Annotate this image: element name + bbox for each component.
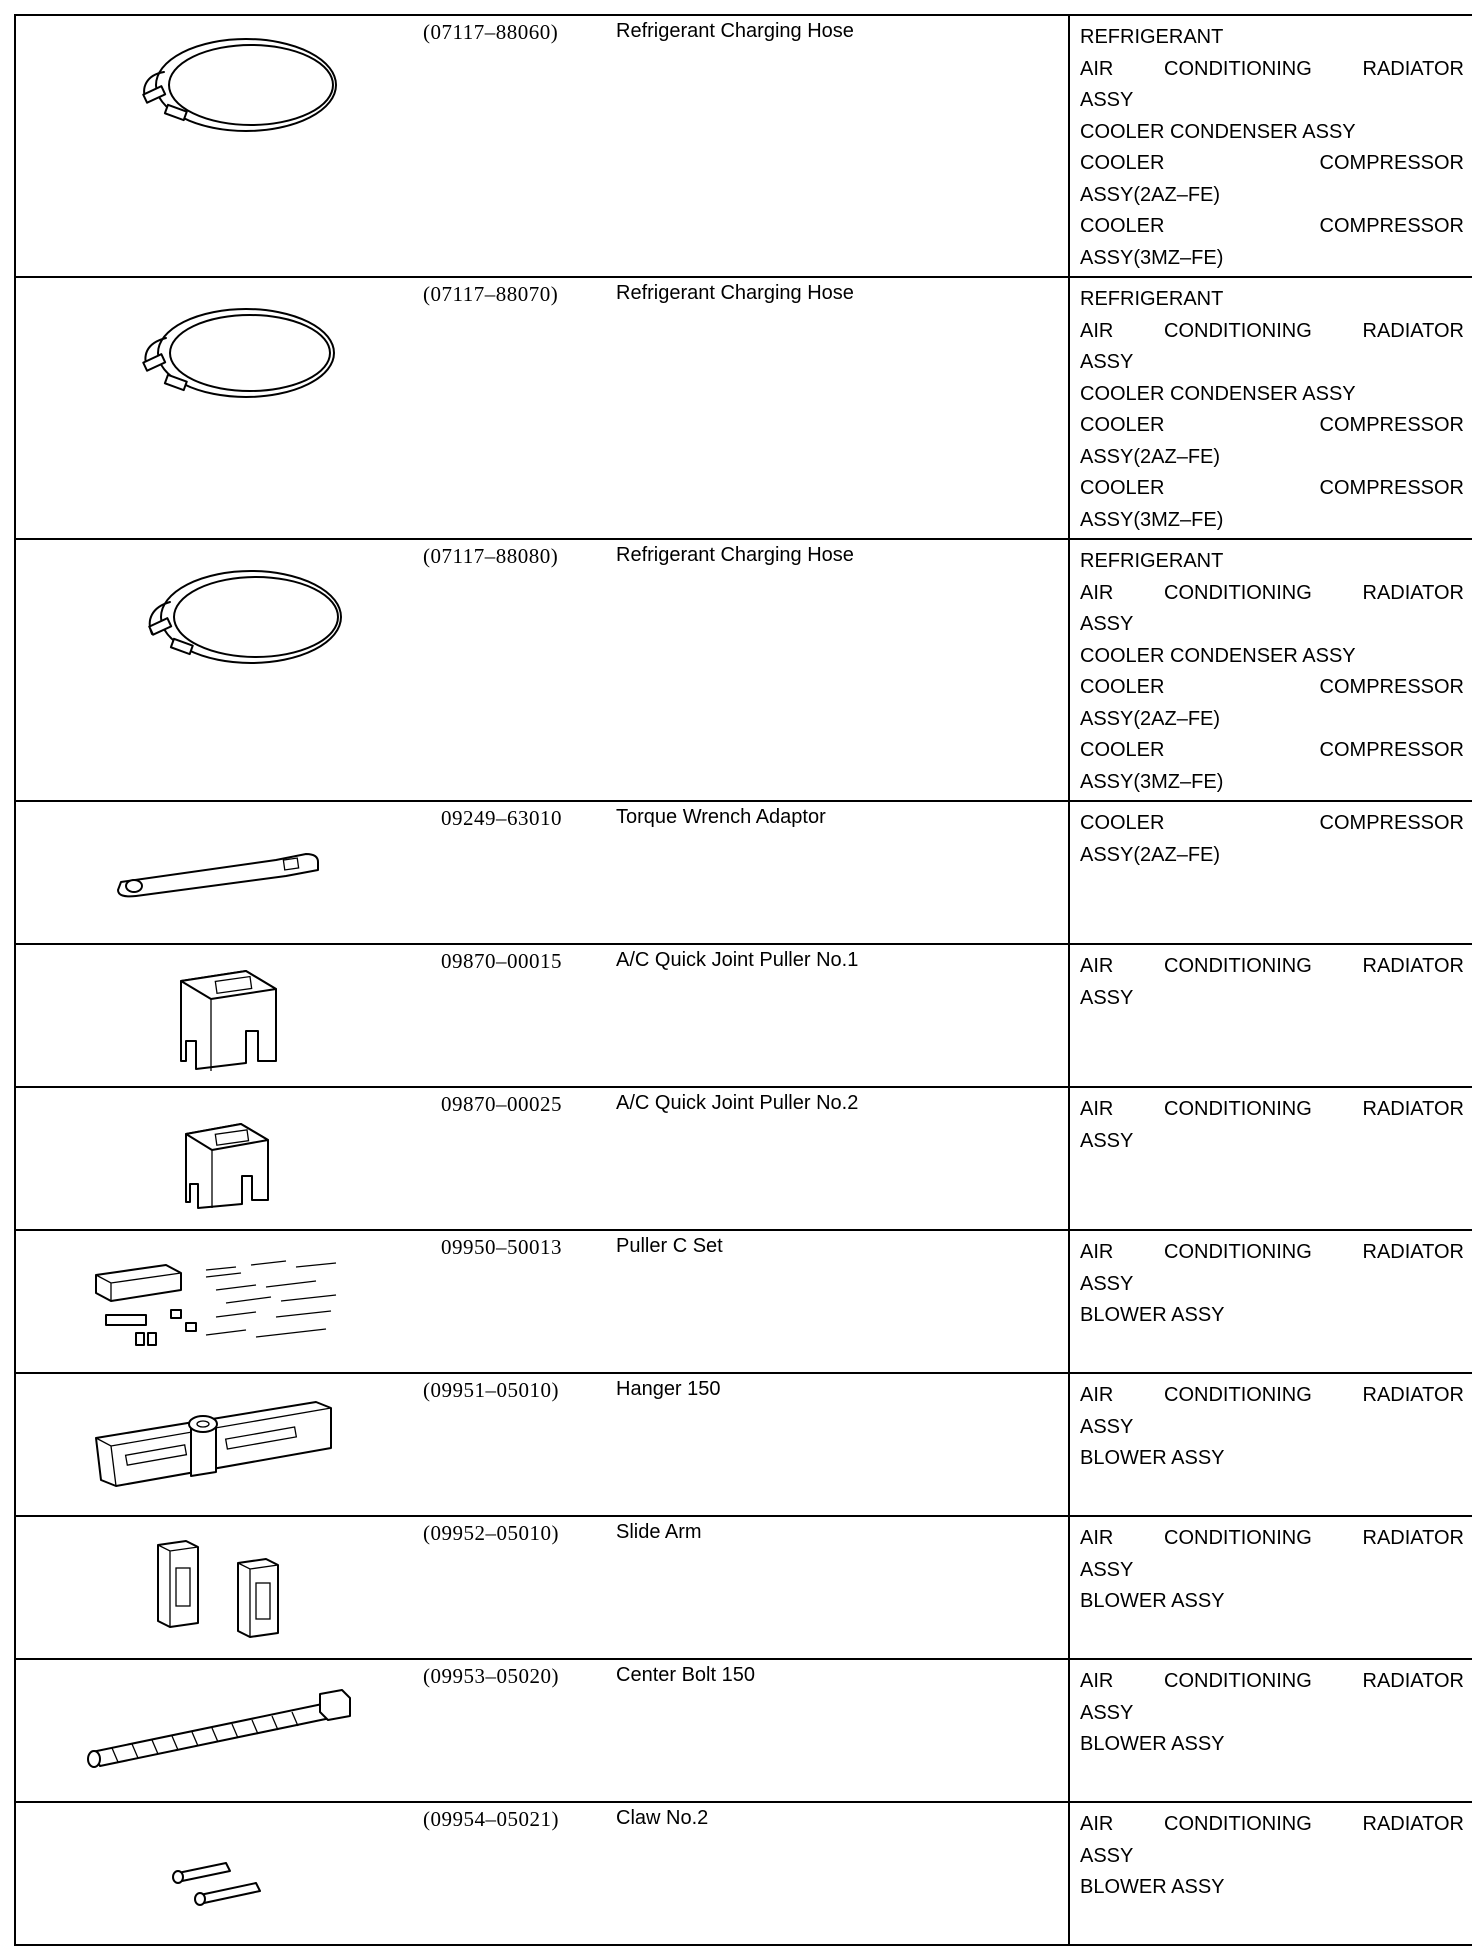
- usage-word: AIR: [1080, 319, 1114, 342]
- quick-joint-puller-illustration: [46, 1110, 406, 1210]
- usage-cell: [1069, 1087, 1472, 1230]
- part-number: (07117–88080): [423, 544, 559, 568]
- usage-word: AIR: [1080, 1098, 1114, 1120]
- tool-cell: [15, 944, 1069, 1087]
- table-row: [15, 539, 1472, 801]
- usage-text: COOLER CONDENSER ASSY: [1080, 120, 1356, 143]
- usage-word: RADIATOR: [1362, 1527, 1464, 1549]
- usage-text: ASSY(2AZ–FE): [1080, 843, 1221, 866]
- usage-text: ASSY: [1080, 613, 1134, 635]
- part-number: 09870–00025: [441, 1092, 562, 1116]
- special-tools-table: [14, 14, 1472, 1946]
- usage-text: [1080, 1666, 1464, 1698]
- usage-text: [1080, 808, 1464, 840]
- usage-cell: [1069, 1659, 1472, 1802]
- usage-text: COOLER CONDENSER ASSY: [1080, 644, 1356, 667]
- usage-word: RADIATOR: [1362, 1813, 1464, 1835]
- tool-cell: [15, 1802, 1069, 1945]
- tool-cell: [15, 801, 1069, 944]
- puller-set-illustration: [56, 1245, 416, 1355]
- usage-cell: [1069, 539, 1472, 801]
- usage-word: AIR: [1080, 1384, 1114, 1406]
- usage-word: COOLER: [1080, 812, 1165, 834]
- usage-word: CONDITIONING: [1164, 57, 1312, 80]
- tool-cell: [15, 1659, 1069, 1802]
- usage-text: BLOWER ASSY: [1080, 1447, 1225, 1469]
- usage-text: [1080, 473, 1464, 505]
- usage-word: CONDITIONING: [1164, 1241, 1312, 1263]
- usage-text: [1080, 672, 1464, 704]
- torque-wrench-adaptor-illustration: [46, 832, 406, 912]
- usage-cell: [1069, 1230, 1472, 1373]
- usage-text: ASSY(3MZ–FE): [1080, 508, 1224, 531]
- part-number: (07117–88060): [423, 20, 559, 44]
- usage-text: ASSY: [1080, 1701, 1134, 1724]
- usage-word: COMPRESSOR: [1319, 414, 1464, 436]
- usage-text: ASSY: [1080, 986, 1134, 1009]
- usage-word: AIR: [1080, 1241, 1114, 1263]
- usage-text: [1080, 1094, 1464, 1126]
- usage-word: COOLER: [1080, 414, 1165, 436]
- usage-text: [1080, 1380, 1464, 1412]
- table-row: [15, 1659, 1472, 1802]
- usage-word: RADIATOR: [1362, 319, 1464, 342]
- usage-text: [1080, 578, 1464, 610]
- usage-text: ASSY(3MZ–FE): [1080, 770, 1224, 793]
- usage-word: CONDITIONING: [1164, 955, 1312, 977]
- usage-text: [1080, 148, 1464, 180]
- usage-word: AIR: [1080, 955, 1114, 977]
- usage-text: [1080, 1809, 1464, 1841]
- usage-text: ASSY: [1080, 1558, 1134, 1581]
- table-row: [15, 1802, 1472, 1945]
- part-number: (09952–05010): [423, 1521, 559, 1545]
- usage-word: CONDITIONING: [1164, 1670, 1312, 1692]
- part-name: Claw No.2: [616, 1807, 709, 1829]
- tool-cell: [15, 1516, 1069, 1659]
- usage-word: AIR: [1080, 581, 1114, 604]
- part-name: Center Bolt 150: [616, 1664, 755, 1686]
- usage-text: ASSY(2AZ–FE): [1080, 445, 1221, 468]
- usage-text: BLOWER ASSY: [1080, 1304, 1225, 1326]
- usage-word: RADIATOR: [1362, 1241, 1464, 1263]
- usage-word: CONDITIONING: [1164, 581, 1312, 604]
- usage-word: COMPRESSOR: [1319, 477, 1464, 499]
- usage-text: [1080, 735, 1464, 767]
- tool-cell: [15, 277, 1069, 539]
- part-name: Refrigerant Charging Hose: [616, 282, 854, 304]
- usage-text: ASSY: [1080, 1129, 1134, 1152]
- usage-cell: [1069, 1802, 1472, 1945]
- table-row: [15, 1516, 1472, 1659]
- table-row: [15, 944, 1472, 1087]
- usage-word: CONDITIONING: [1164, 1384, 1312, 1406]
- usage-text: COOLER CONDENSER ASSY: [1080, 382, 1356, 405]
- usage-word: RADIATOR: [1362, 1098, 1464, 1120]
- part-number: (07117–88070): [423, 282, 559, 306]
- table-row: [15, 801, 1472, 944]
- usage-text: ASSY: [1080, 1844, 1134, 1867]
- usage-word: CONDITIONING: [1164, 1813, 1312, 1835]
- usage-text: BLOWER ASSY: [1080, 1876, 1225, 1898]
- usage-text: ASSY: [1080, 1415, 1134, 1438]
- part-name: Refrigerant Charging Hose: [616, 544, 854, 566]
- usage-text: [1080, 1523, 1464, 1555]
- tool-cell: [15, 1230, 1069, 1373]
- hanger-illustration: [76, 1388, 436, 1498]
- usage-text: REFRIGERANT: [1080, 288, 1224, 310]
- usage-text: [1080, 951, 1464, 983]
- usage-cell: [1069, 1516, 1472, 1659]
- usage-cell: [1069, 944, 1472, 1087]
- slide-arm-illustration: [116, 1533, 476, 1643]
- tool-cell: [15, 1087, 1069, 1230]
- usage-text: REFRIGERANT: [1080, 26, 1224, 48]
- part-number: 09249–63010: [441, 806, 562, 830]
- usage-text: ASSY: [1080, 89, 1134, 111]
- usage-word: RADIATOR: [1362, 581, 1464, 604]
- usage-text: ASSY(2AZ–FE): [1080, 183, 1221, 206]
- usage-text: [1080, 54, 1464, 86]
- table-row: [15, 1087, 1472, 1230]
- part-number: 09870–00015: [441, 949, 562, 973]
- part-number: (09951–05010): [423, 1378, 559, 1402]
- table-row: [15, 277, 1472, 539]
- usage-word: COMPRESSOR: [1319, 215, 1464, 237]
- usage-text: REFRIGERANT: [1080, 550, 1224, 572]
- charging-hose-illustration: [46, 298, 406, 408]
- usage-word: COMPRESSOR: [1319, 152, 1464, 174]
- usage-word: COMPRESSOR: [1319, 812, 1464, 834]
- usage-word: COMPRESSOR: [1319, 676, 1464, 698]
- table-row: [15, 1373, 1472, 1516]
- charging-hose-illustration: [46, 562, 406, 672]
- usage-word: AIR: [1080, 1813, 1114, 1835]
- part-number: (09953–05020): [423, 1664, 559, 1688]
- usage-word: RADIATOR: [1362, 1384, 1464, 1406]
- usage-word: RADIATOR: [1362, 955, 1464, 977]
- usage-word: COOLER: [1080, 152, 1165, 174]
- usage-text: [1080, 211, 1464, 243]
- usage-text: ASSY(3MZ–FE): [1080, 246, 1224, 269]
- usage-cell: [1069, 277, 1472, 539]
- claw-illustration: [126, 1833, 486, 1933]
- usage-text: ASSY(2AZ–FE): [1080, 707, 1221, 730]
- usage-cell: [1069, 801, 1472, 944]
- usage-word: COMPRESSOR: [1319, 739, 1464, 761]
- usage-text: [1080, 1237, 1464, 1269]
- part-name: Refrigerant Charging Hose: [616, 20, 854, 42]
- usage-word: CONDITIONING: [1164, 1098, 1312, 1120]
- usage-word: COOLER: [1080, 739, 1165, 761]
- part-number: 09950–50013: [441, 1235, 562, 1259]
- usage-word: AIR: [1080, 1527, 1114, 1549]
- usage-cell: [1069, 1373, 1472, 1516]
- usage-text: ASSY: [1080, 1272, 1134, 1295]
- usage-word: CONDITIONING: [1164, 1527, 1312, 1549]
- usage-cell: [1069, 15, 1472, 277]
- part-name: A/C Quick Joint Puller No.2: [616, 1092, 859, 1114]
- part-name: Torque Wrench Adaptor: [616, 806, 826, 828]
- usage-word: COOLER: [1080, 676, 1165, 698]
- table-row: [15, 1230, 1472, 1373]
- center-bolt-illustration: [72, 1680, 432, 1780]
- usage-text: [1080, 410, 1464, 442]
- part-name: Hanger 150: [616, 1378, 721, 1400]
- usage-word: AIR: [1080, 1670, 1114, 1692]
- part-name: Slide Arm: [616, 1521, 702, 1543]
- tool-cell: [15, 15, 1069, 277]
- usage-word: COOLER: [1080, 477, 1165, 499]
- usage-text: [1080, 316, 1464, 348]
- part-name: A/C Quick Joint Puller No.1: [616, 949, 859, 971]
- part-name: Puller C Set: [616, 1235, 723, 1257]
- usage-word: RADIATOR: [1362, 1670, 1464, 1692]
- part-number: (09954–05021): [423, 1807, 559, 1831]
- usage-text: ASSY: [1080, 351, 1134, 373]
- usage-word: CONDITIONING: [1164, 319, 1312, 342]
- quick-joint-puller-illustration: [46, 961, 406, 1071]
- usage-text: BLOWER ASSY: [1080, 1733, 1225, 1755]
- usage-word: RADIATOR: [1362, 57, 1464, 80]
- usage-text: BLOWER ASSY: [1080, 1590, 1225, 1612]
- usage-word: AIR: [1080, 57, 1114, 80]
- charging-hose-illustration: [46, 30, 406, 140]
- table-row: [15, 15, 1472, 277]
- tool-cell: [15, 1373, 1069, 1516]
- usage-word: COOLER: [1080, 215, 1165, 237]
- tool-cell: [15, 539, 1069, 801]
